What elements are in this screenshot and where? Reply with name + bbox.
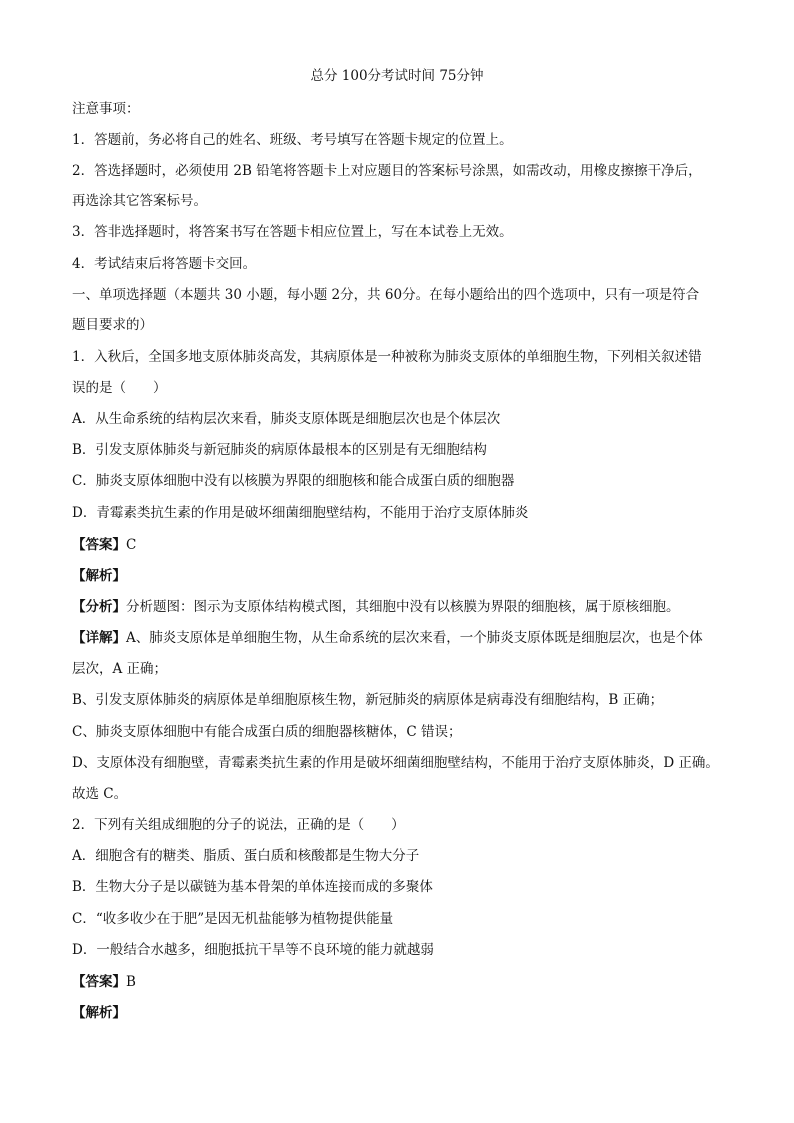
q1-stem: 1．入秋后，全国多地支原体肺炎高发，其病原体是一种被称为肺炎支原体的单细胞生物，下列相关叙述错 (72, 349, 702, 365)
section-heading: 一、单项选择题（本题共 30 小题，每小题 2分，共 60分。在每小题给出的四个选项中，只有一项是符合 (72, 287, 700, 303)
q2-option-a: A．细胞含有的糖类、脂质、蛋白质和核酸都是生物大分子 (72, 848, 420, 864)
q1-answer-value: C (126, 537, 137, 553)
section-heading-cont: 题目要求的） (72, 317, 153, 333)
q2-answer-label: 【答案】 (72, 974, 126, 990)
notice-item-2: 2．答选择题时，必须使用 2B 铅笔将答题卡上对应题目的答案标号涂黑，如需改动，用橡皮擦擦干净后， (72, 163, 702, 179)
notice-item-3: 3．答非选择题时，将答案书写在答题卡相应位置上，写在本试卷上无效。 (72, 224, 513, 240)
q1-detail-label: 【详解】 (72, 630, 126, 646)
q1-option-d: D．青霉素类抗生素的作用是破坏细菌细胞壁结构，不能用于治疗支原体肺炎 (72, 505, 529, 521)
q1-option-a: A．从生命系统的结构层次来看，肺炎支原体既是细胞层次也是个体层次 (72, 411, 501, 427)
q1-answer (72, 535, 136, 555)
q2-option-b: B．生物大分子是以碳链为基本骨架的单体连接而成的多聚体 (72, 879, 433, 895)
q2-answer (72, 972, 136, 992)
q1-analysis-label: 【解析】 (72, 568, 126, 584)
q1-fenxi-text: 分析题图：图示为支原体结构模式图，其细胞中没有以核膜为界限的细胞核，属于原核细胞。 (126, 599, 680, 615)
q2-stem: 2．下列有关组成细胞的分子的说法，正确的是（ ） (72, 817, 405, 833)
q1-conclusion: 故选 C。 (72, 786, 128, 802)
q2-option-c: C．“收多收少在于肥”是因无机盐能够为植物提供能量 (72, 911, 394, 927)
q1-detail (72, 628, 703, 648)
q2-analysis-label: 【解析】 (72, 1005, 126, 1021)
notice-heading: 注意事项： (72, 101, 140, 117)
q1-detail-d: D、支原体没有细胞壁，青霉素类抗生素的作用是破坏细菌细胞壁结构，不能用于治疗支原体肺炎，D 正确。 (72, 755, 719, 771)
q1-detail-c: C、肺炎支原体细胞中有能合成蛋白质的细胞器核糖体，C 错误； (72, 724, 462, 740)
q1-option-c: C．肺炎支原体细胞中没有以核膜为界限的细胞核和能合成蛋白质的细胞器 (72, 473, 515, 489)
q1-detail-b: B、引发支原体肺炎的病原体是单细胞原核生物，新冠肺炎的病原体是病毒没有细胞结构，B 正确； (72, 692, 664, 708)
notice-item-2-cont: 再选涂其它答案标号。 (72, 193, 207, 209)
page-title: 总分 100分考试时间 75分钟 (310, 68, 484, 84)
q1-detail-text: A、肺炎支原体是单细胞生物，从生命系统的层次来看，一个肺炎支原体既是细胞层次，也是个体 (126, 630, 703, 646)
q1-option-b: B．引发支原体肺炎与新冠肺炎的病原体最根本的区别是有无细胞结构 (72, 442, 487, 458)
q1-answer-label: 【答案】 (72, 537, 126, 553)
q1-detail-cont: 层次，A 正确； (72, 661, 168, 677)
q1-stem-cont: 误的是（ ） (72, 380, 167, 396)
q2-answer-value: B (126, 974, 136, 990)
notice-item-4: 4．考试结束后将答题卡交回。 (72, 256, 257, 272)
notice-item-1: 1．答题前，务必将自己的姓名、班级、考号填写在答题卡规定的位置上。 (72, 132, 513, 148)
q2-option-d: D．一般结合水越多，细胞抵抗干旱等不良环境的能力就越弱 (72, 942, 434, 958)
q1-fenxi-label: 【分析】 (72, 599, 126, 615)
q1-fenxi (72, 597, 680, 617)
